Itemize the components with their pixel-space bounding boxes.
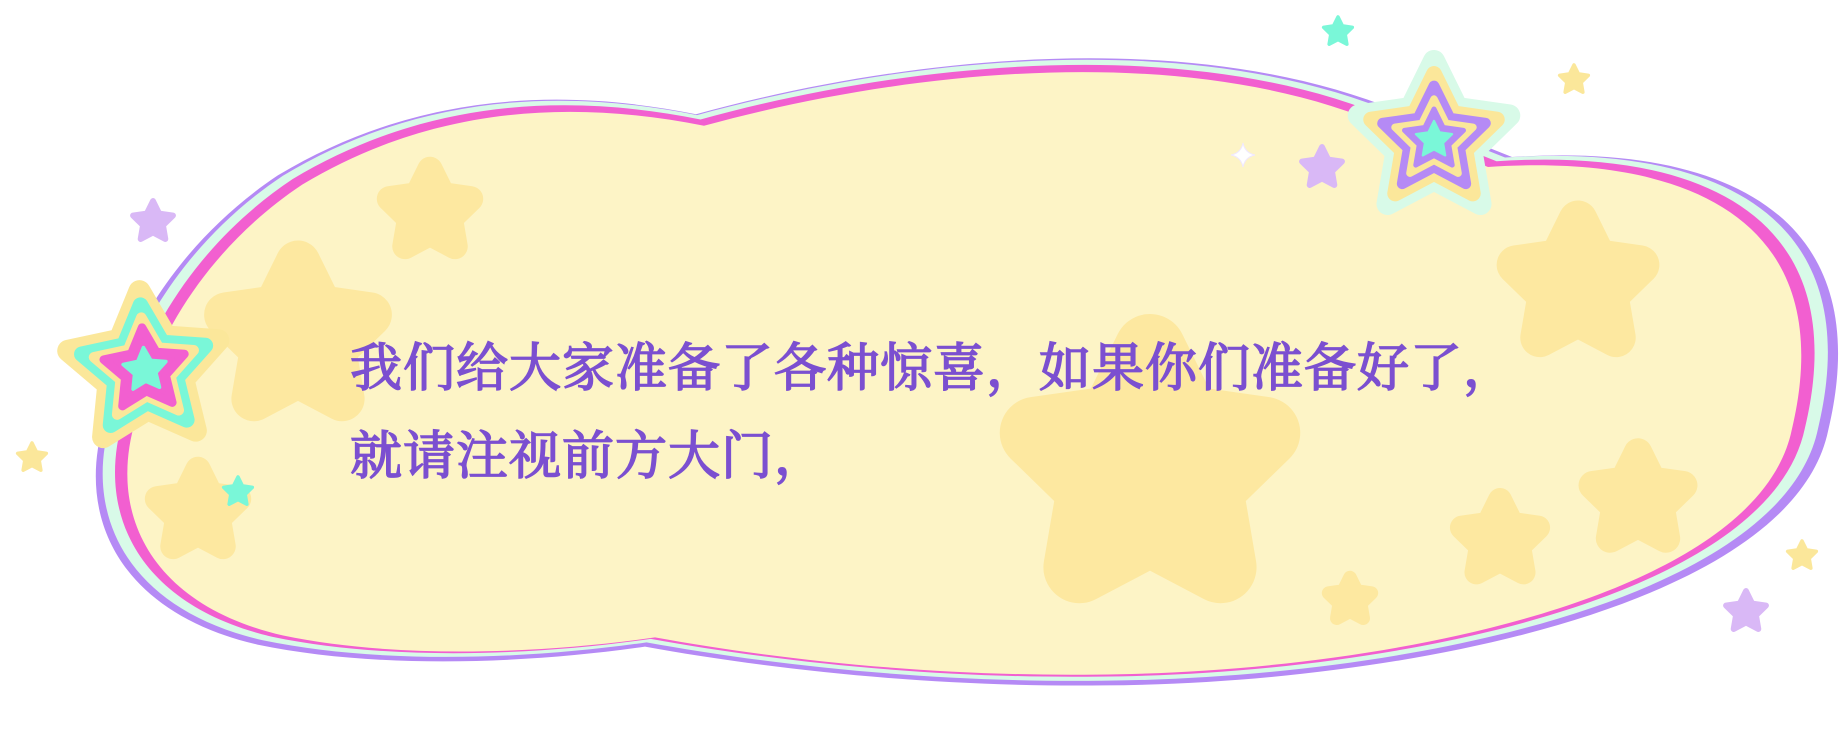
dialog-line-1: 我们给大家准备了各种惊喜，如果你们准备好了， [350,339,1517,399]
dialog-line-2: 就请注视前方大门， [350,427,828,487]
star-badge-right-icon [1359,61,1509,204]
dialog-text [350,325,1650,501]
